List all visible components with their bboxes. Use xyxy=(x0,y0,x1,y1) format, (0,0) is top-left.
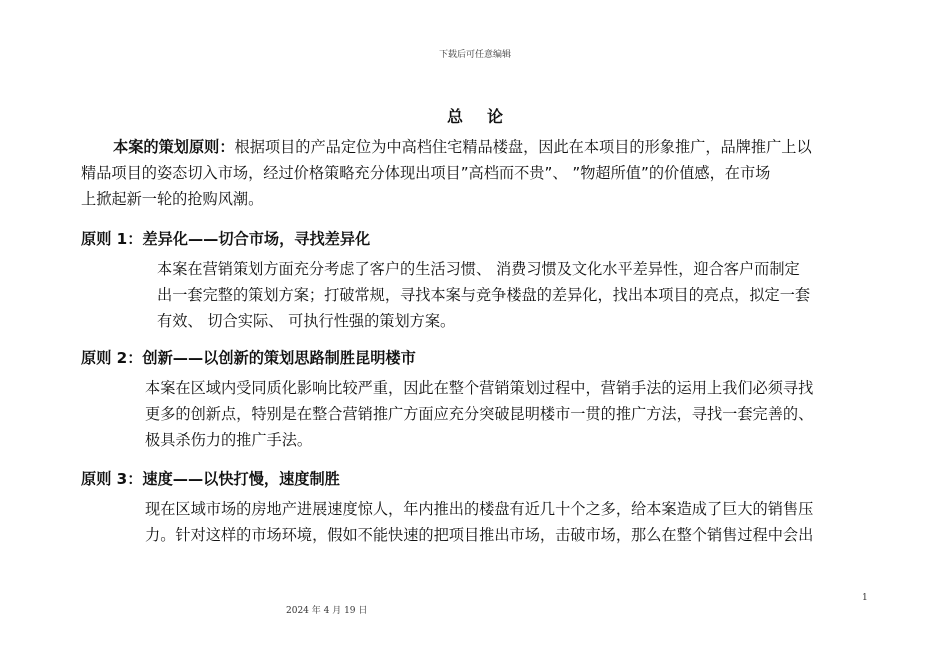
principle-3-line-1: 现在区域市场的房地产进展速度惊人，年内推出的楼盘有近几十个之多，给本案造成了巨大的销售压 xyxy=(145,500,814,518)
document-title: 总论 xyxy=(446,107,527,126)
principle-2-body xyxy=(145,375,869,453)
footer-date: 2024 年 4 月 19 日 xyxy=(286,606,368,616)
principle-3-body xyxy=(145,496,869,548)
principle-1-line-1: 本案在营销策划方面充分考虑了客户的生活习惯、 消费习惯及文化水平差异性，迎合客户而制定 xyxy=(157,260,800,278)
intro-line-3: 上掀起新一轮的抢购风潮。 xyxy=(81,190,264,208)
principle-1-line-3: 有效、 切合实际、 可执行性强的策划方案。 xyxy=(157,312,456,330)
intro-label: 本案的策划原则： xyxy=(113,138,235,156)
intro-line-2: 精品项目的姿态切入市场，经过价格策略充分体现出项目”高档而不贵”、 ”物超所值”的价值感，在市场 xyxy=(81,164,771,182)
principle-2-line-2: 更多的创新点，特别是在整合营销推广方面应充分突破昆明楼市一贯的推广方法，寻找一套完善的、 xyxy=(145,405,814,423)
principle-2-heading: 原则 2：创新——以创新的策划思路制胜昆明楼市 xyxy=(81,349,416,367)
page-number: 1 xyxy=(862,593,868,603)
principle-2-line-1: 本案在区域内受同质化影响比较严重，因此在整个营销策划过程中，营销手法的运用上我们必须寻找 xyxy=(145,379,814,397)
principle-1-line-2: 出一套完整的策划方案；打破常规，寻找本案与竞争楼盘的差异化，找出本项目的亮点，拟定一套 xyxy=(157,286,811,304)
intro-paragraph xyxy=(81,134,869,212)
principle-2-line-3: 极具杀伤力的推广手法。 xyxy=(145,431,313,449)
principle-1-body xyxy=(157,256,869,334)
intro-line-1 xyxy=(81,134,869,160)
principle-3-line-2: 力。针对这样的市场环境，假如不能快速的把项目推出市场，击破市场，那么在整个销售过程中会出 xyxy=(145,526,814,544)
intro-text-1: 根据项目的产品定位为中高档住宅精品楼盘，因此在本项目的形象推广，品牌推广上以 xyxy=(234,138,812,156)
header-note: 下载后可任意编辑 xyxy=(438,50,511,60)
principle-3-heading: 原则 3：速度——以快打慢，速度制胜 xyxy=(81,470,340,488)
principle-1-heading: 原则 1：差异化——切合市场，寻找差异化 xyxy=(81,230,371,248)
